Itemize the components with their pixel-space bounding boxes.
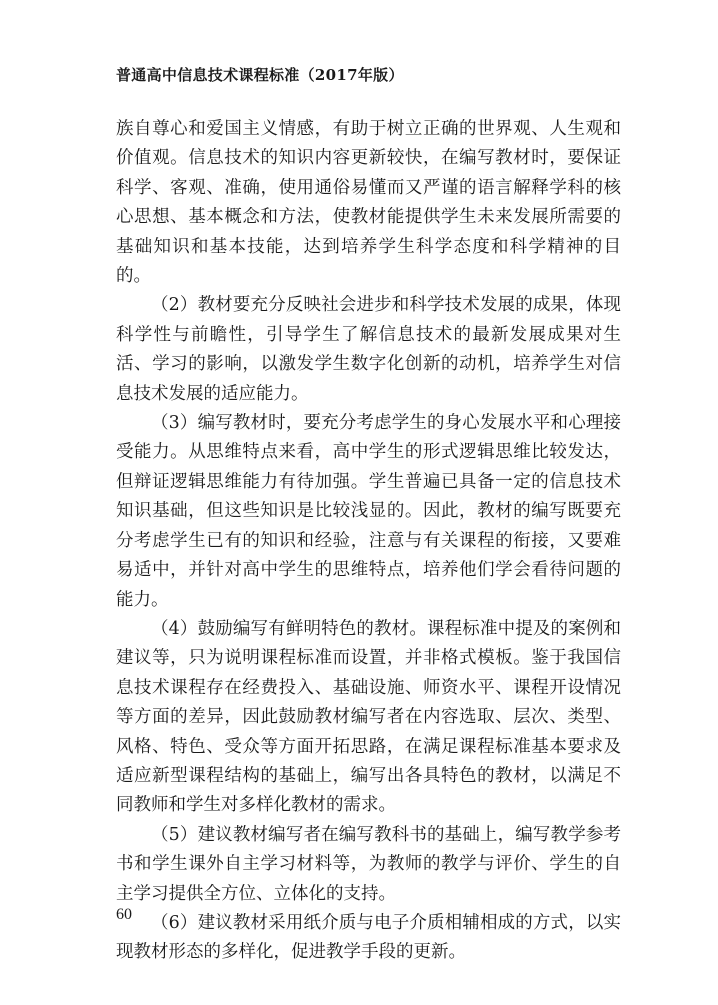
page-number: 60 bbox=[116, 906, 132, 923]
running-header: 普通高中信息技术课程标准（2017年版） bbox=[116, 66, 404, 84]
paragraph-item-6: （6）建议教材采用纸介质与电子介质相辅相成的方式，以实现教材形态的多样化，促进教学手段的更新。 bbox=[116, 912, 621, 963]
paragraph-item-4: （4）鼓励编写有鲜明特色的教材。课程标准中提及的案例和建议等，只为说明课程标准而设置，并非格式模板。鉴于我国信息技术课程存在经费投入、基础设施、师资水平、课程开设情况等方面的差异，因此鼓励教材编写者在内容选取、层次、类型、风格、特色、受众等方面开拓思路，在满足课程标准基本要求及适应新型课程结构的基础上，编写出各具特色的教材，以满足不同教师和学生对多样化教材的需求。 bbox=[116, 618, 621, 816]
paragraph-continuation: 族自尊心和爱国主义情感，有助于树立正确的世界观、人生观和价值观。信息技术的知识内容更新较快，在编写教材时，要保证科学、客观、准确，使用通俗易懂而又严谨的语言解释学科的核心思想、基本概念和方法，使教材能提供学生未来发展所需要的基础知识和基本技能，达到培养学生科学态度和科学精神的目的。 bbox=[116, 119, 621, 287]
paragraph-item-2: （2）教材要充分反映社会进步和科学技术发展的成果，体现科学性与前瞻性，引导学生了解信息技术的最新发展成果对生活、学习的影响，以激发学生数字化创新的动机，培养学生对信息技术发展的适应能力。 bbox=[116, 295, 621, 404]
body-text bbox=[116, 115, 621, 968]
paragraph-item-5: （5）建议教材编写者在编写教科书的基础上，编写教学参考书和学生课外自主学习材料等，为教师的教学与评价、学生的自主学习提供全方位、立体化的支持。 bbox=[116, 824, 621, 904]
paragraph-item-3: （3）编写教材时，要充分考虑学生的身心发展水平和心理接受能力。从思维特点来看，高中学生的形式逻辑思维比较发达，但辩证逻辑思维能力有待加强。学生普遍已具备一定的信息技术知识基础，但这些知识是比较浅显的。因此，教材的编写既要充分考虑学生已有的知识和经验，注意与有关课程的衔接，又要难易适中，并针对高中学生的思维特点，培养他们学会看待问题的能力。 bbox=[116, 413, 621, 610]
